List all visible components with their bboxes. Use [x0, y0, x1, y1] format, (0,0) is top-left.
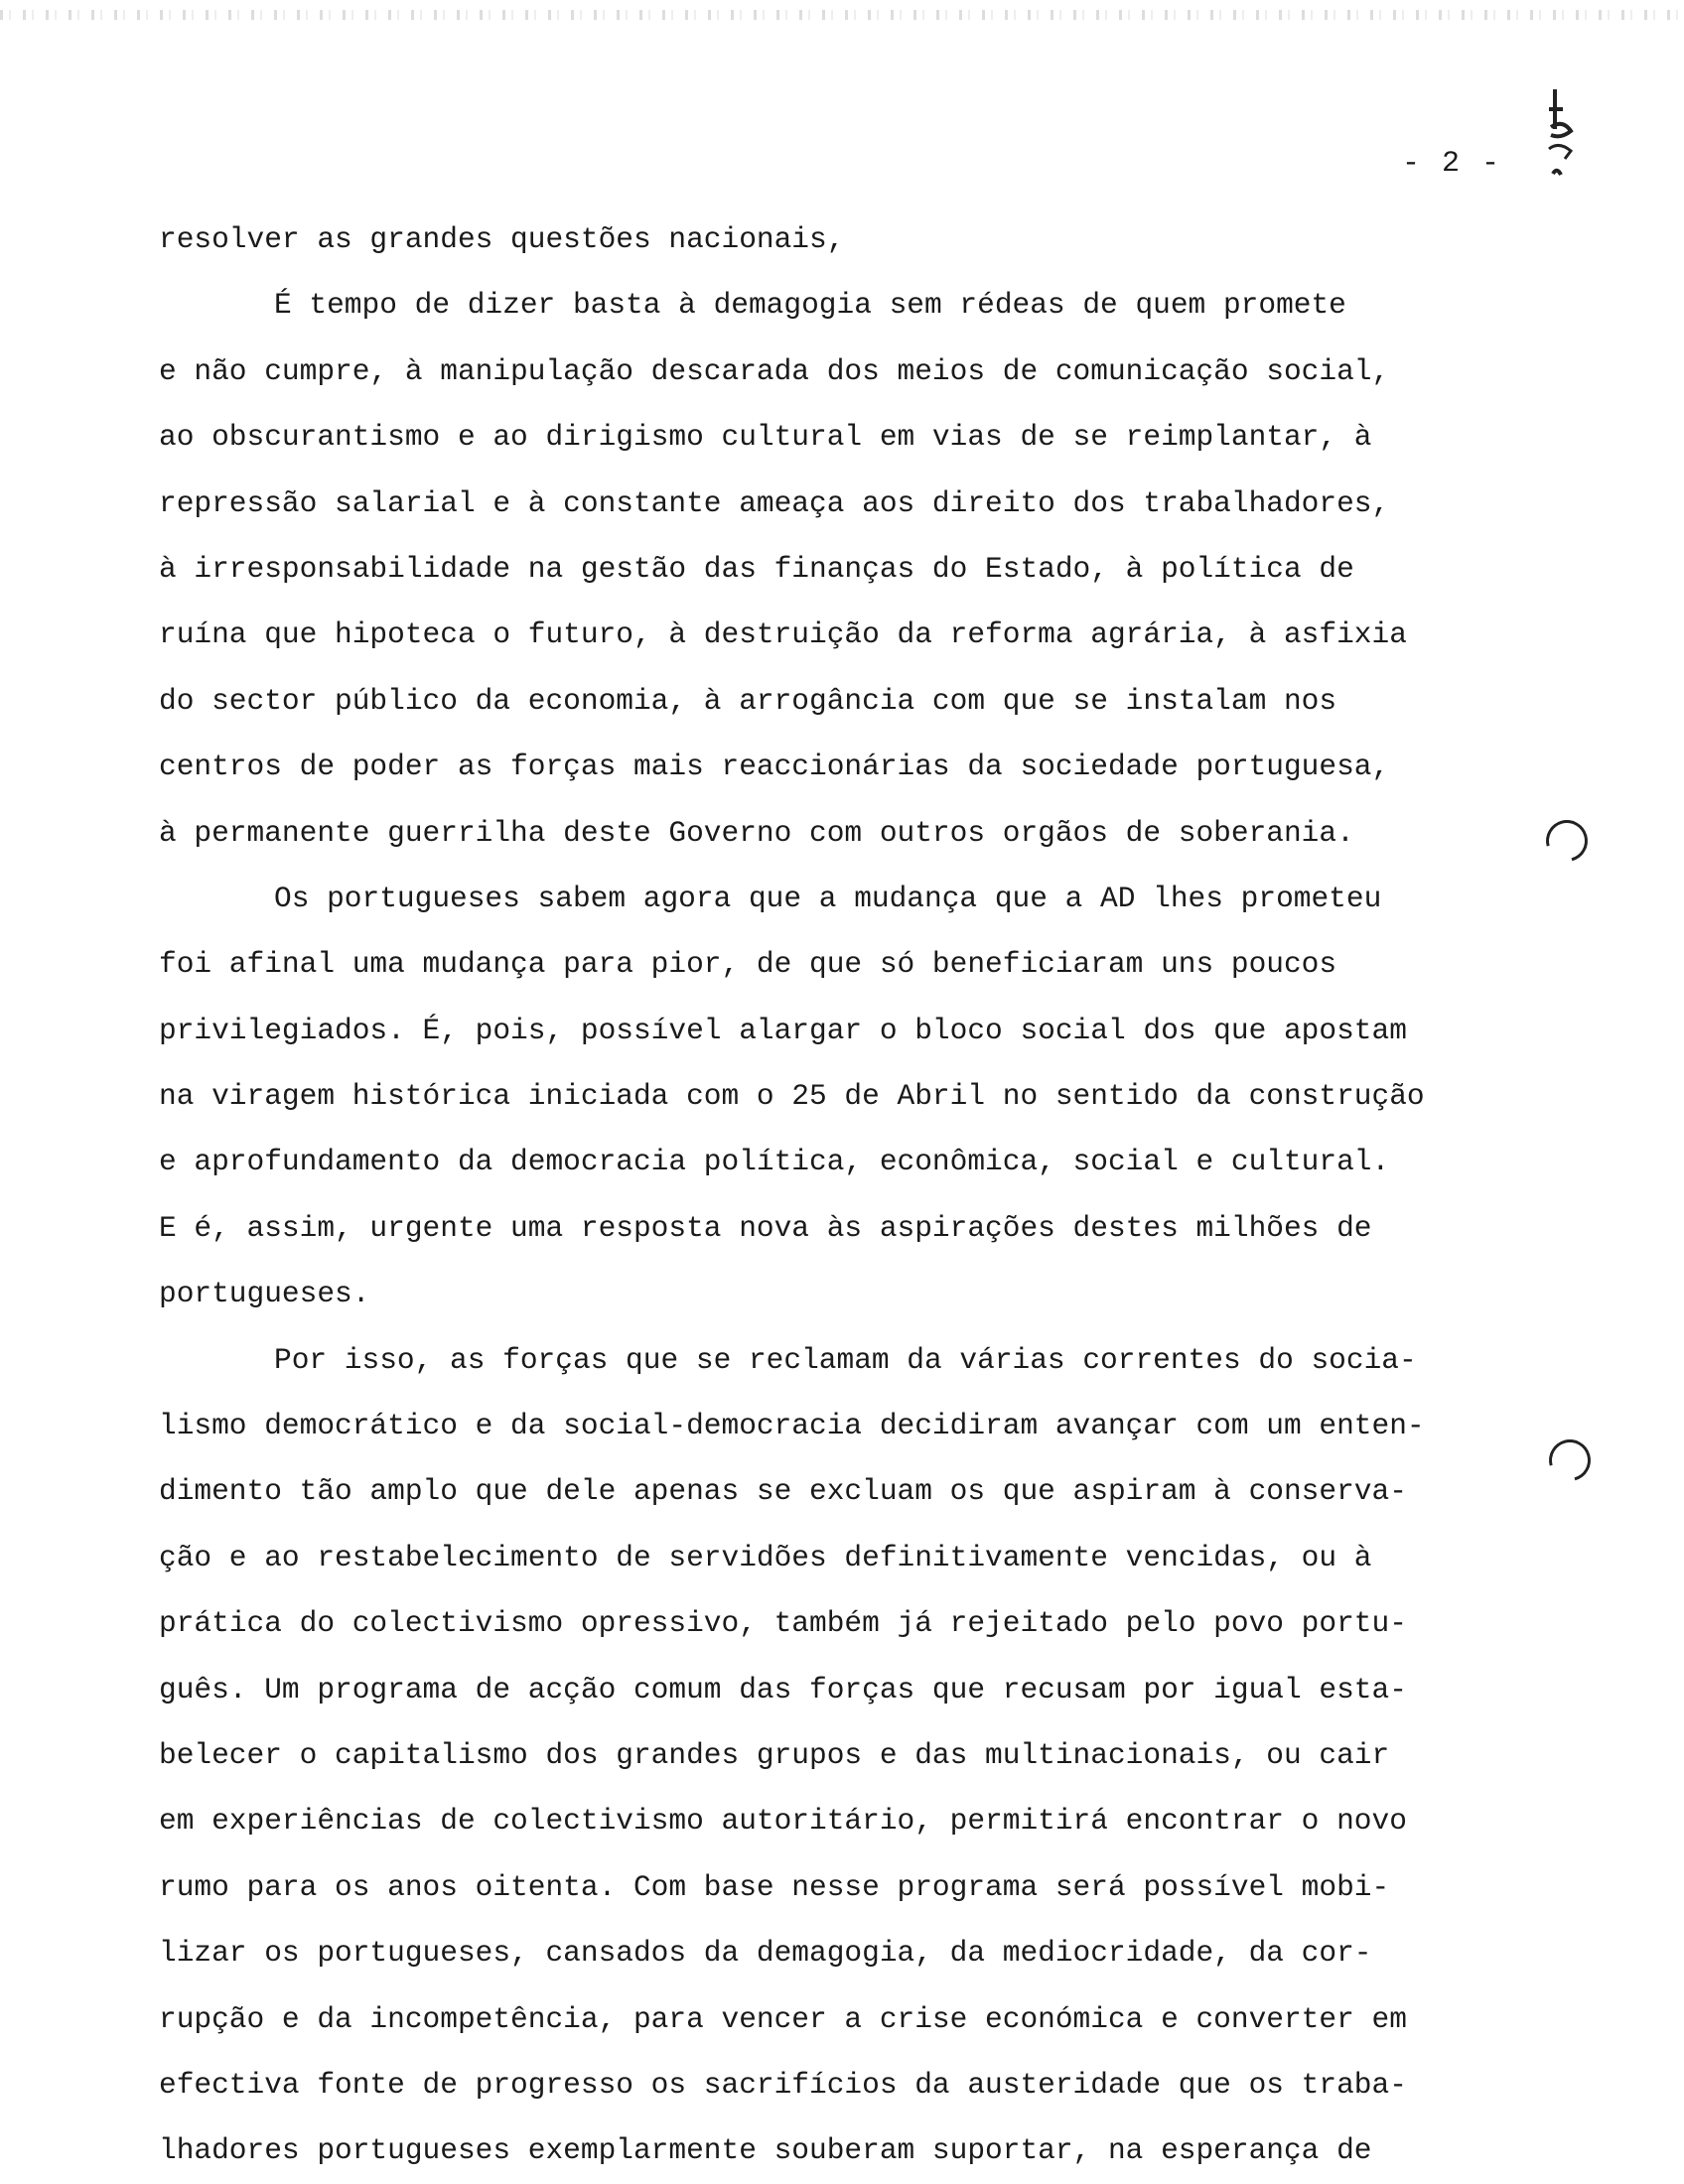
text-line: em experiências de colectivismo autoritário, permitirá encontrar o novo [159, 1804, 1407, 1839]
text-line: guês. Um programa de acção comum das forças que recusam por igual esta- [159, 1672, 1407, 1706]
text-line: ruína que hipoteca o futuro, à destruição da reforma agrária, à asfixia [159, 617, 1407, 652]
text-line: privilegiados. É, pois, possível alargar o bloco social dos que apostam [159, 1013, 1407, 1047]
text-line: portugueses. [159, 1277, 370, 1311]
text-line: ção e ao restabelecimento de servidões definitivamente vencidas, ou à [159, 1540, 1372, 1574]
text-line: É tempo de dizer basta à demagogia sem rédeas de quem promete [274, 288, 1346, 323]
text-line: e aprofundamento da democracia política, econômica, social e cultural. [159, 1145, 1390, 1179]
text-line: lismo democrático e da social-democracia decidiram avançar com um enten- [159, 1409, 1425, 1443]
text-line: à irresponsabilidade na gestão das finanças do Estado, à política de [159, 551, 1354, 586]
text-line: Por isso, as forças que se reclamam da várias correntes do socia- [274, 1342, 1417, 1377]
text-line: efectiva fonte de progresso os sacrifícios da austeridade que os traba- [159, 2067, 1407, 2102]
text-line: lizar os portugueses, cansados da demagogia, da mediocridade, da cor- [159, 1936, 1372, 1971]
document-body [159, 206, 1589, 2184]
text-line: belecer o capitalismo dos grandes grupos e das multinacionais, ou cair [159, 1737, 1390, 1772]
text-line: foi afinal uma mudança para pior, de que só beneficiaram uns poucos [159, 947, 1337, 982]
text-line: à permanente guerrilha deste Governo com outros orgãos de soberania. [159, 815, 1354, 850]
text-line: E é, assim, urgente uma resposta nova às aspirações destes milhões de [159, 1210, 1372, 1245]
text-line: ao obscurantismo e ao dirigismo cultural em vias de se reimplantar, à [159, 420, 1372, 455]
text-line: lhadores portugueses exemplarmente souberam suportar, na esperança de [159, 2133, 1372, 2168]
scan-edge-noise [0, 10, 1684, 20]
text-line: Os portugueses sabem agora que a mudança que a AD lhes prometeu [274, 881, 1382, 915]
text-line: resolver as grandes questões nacionais, [159, 222, 845, 256]
handwritten-mark-icon [1541, 79, 1601, 189]
text-line: dimento tão amplo que dele apenas se excluam os que aspiram à conserva- [159, 1474, 1407, 1509]
text-line: na viragem histórica iniciada com o 25 de Abril no sentido da construção [159, 1079, 1425, 1114]
text-line: prática do colectivismo opressivo, também já rejeitado pelo povo portu- [159, 1606, 1407, 1641]
text-line: centros de poder as forças mais reaccionárias da sociedade portuguesa, [159, 750, 1390, 784]
text-line: repressão salarial e à constante ameaça aos direito dos trabalhadores, [159, 485, 1390, 520]
page-number: - 2 - [1402, 147, 1502, 181]
text-line: e não cumpre, à manipulação descarada dos meios de comunicação social, [159, 353, 1390, 388]
text-line: rupção e da incompetência, para vencer a crise económica e converter em [159, 2001, 1407, 2036]
text-line: rumo para os anos oitenta. Com base nesse programa será possível mobi- [159, 1869, 1390, 1904]
text-line: do sector público da economia, à arrogância com que se instalam nos [159, 683, 1337, 718]
